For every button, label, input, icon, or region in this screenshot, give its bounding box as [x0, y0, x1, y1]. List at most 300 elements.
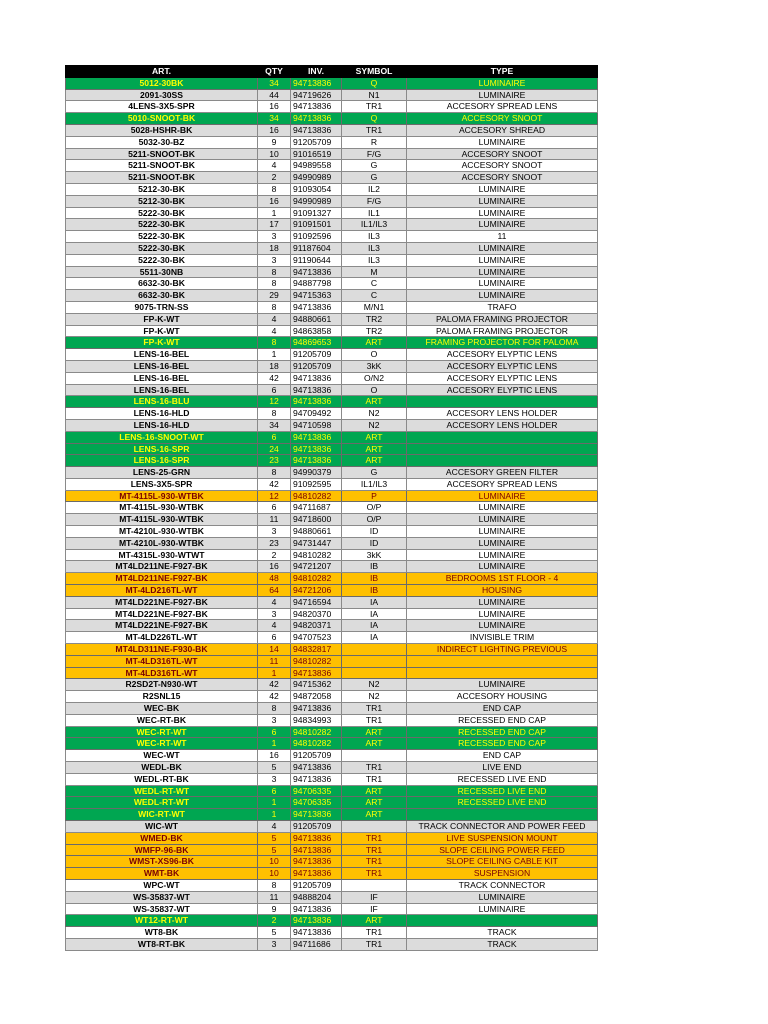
cell-type[interactable]: ACCESORY LENS HOLDER: [407, 408, 598, 420]
cell-inv[interactable]: 94713836: [291, 773, 342, 785]
cell-art[interactable]: MT-4LD226TL-WT: [66, 632, 258, 644]
table-row[interactable]: [66, 785, 598, 797]
cell-art[interactable]: WIC-WT: [66, 821, 258, 833]
cell-inv[interactable]: 94713836: [291, 384, 342, 396]
table-row[interactable]: [66, 844, 598, 856]
cell-art[interactable]: LENS-16-BEL: [66, 360, 258, 372]
cell-symbol[interactable]: O: [342, 349, 407, 361]
cell-type[interactable]: ACCESORY ELYPTIC LENS: [407, 360, 598, 372]
cell-art[interactable]: WEDL-BK: [66, 762, 258, 774]
table-row[interactable]: [66, 703, 598, 715]
header-art[interactable]: ART.: [66, 66, 258, 78]
cell-inv[interactable]: 94810282: [291, 726, 342, 738]
cell-qty[interactable]: 3: [258, 231, 291, 243]
cell-qty[interactable]: 11: [258, 891, 291, 903]
cell-inv[interactable]: 91205709: [291, 821, 342, 833]
cell-art[interactable]: LENS-16-BEL: [66, 372, 258, 384]
cell-art[interactable]: 5511-30NB: [66, 266, 258, 278]
cell-art[interactable]: WEC-RT-BK: [66, 714, 258, 726]
table-row[interactable]: [66, 915, 598, 927]
cell-type[interactable]: ACCESORY HOUSING: [407, 691, 598, 703]
cell-art[interactable]: MT-4115L-930-WTBK: [66, 514, 258, 526]
cell-inv[interactable]: 94719626: [291, 89, 342, 101]
cell-symbol[interactable]: F/G: [342, 195, 407, 207]
cell-symbol[interactable]: Q: [342, 113, 407, 125]
cell-symbol[interactable]: 3kK: [342, 360, 407, 372]
cell-art[interactable]: 5010-SNOOT-BK: [66, 113, 258, 125]
cell-inv[interactable]: 94718600: [291, 514, 342, 526]
cell-qty[interactable]: 4: [258, 821, 291, 833]
cell-inv[interactable]: 94713836: [291, 856, 342, 868]
cell-art[interactable]: 5028-HSHR-BK: [66, 124, 258, 136]
cell-inv[interactable]: 94721206: [291, 585, 342, 597]
cell-type[interactable]: TRAFO: [407, 301, 598, 313]
cell-symbol[interactable]: TR1: [342, 773, 407, 785]
cell-type[interactable]: END CAP: [407, 703, 598, 715]
cell-type[interactable]: LUMINAIRE: [407, 195, 598, 207]
cell-type[interactable]: [407, 431, 598, 443]
cell-qty[interactable]: 17: [258, 219, 291, 231]
cell-symbol[interactable]: TR1: [342, 101, 407, 113]
cell-qty[interactable]: 42: [258, 478, 291, 490]
cell-art[interactable]: 5211-SNOOT-BK: [66, 160, 258, 172]
cell-symbol[interactable]: N2: [342, 691, 407, 703]
cell-art[interactable]: WEC-WT: [66, 750, 258, 762]
table-row[interactable]: [66, 349, 598, 361]
cell-symbol[interactable]: TR1: [342, 762, 407, 774]
cell-symbol[interactable]: Q: [342, 77, 407, 89]
cell-qty[interactable]: 42: [258, 679, 291, 691]
cell-type[interactable]: PALOMA FRAMING PROJECTOR: [407, 313, 598, 325]
cell-inv[interactable]: 94820371: [291, 620, 342, 632]
table-row[interactable]: [66, 290, 598, 302]
table-row[interactable]: [66, 549, 598, 561]
cell-type[interactable]: TRACK CONNECTOR AND POWER FEED: [407, 821, 598, 833]
cell-art[interactable]: WS-35837-WT: [66, 891, 258, 903]
cell-art[interactable]: MT-4210L-930-WTBK: [66, 537, 258, 549]
cell-inv[interactable]: 94713836: [291, 443, 342, 455]
table-row[interactable]: [66, 526, 598, 538]
cell-symbol[interactable]: TR1: [342, 832, 407, 844]
cell-type[interactable]: PALOMA FRAMING PROJECTOR: [407, 325, 598, 337]
cell-symbol[interactable]: C: [342, 278, 407, 290]
cell-art[interactable]: 5222-30-BK: [66, 242, 258, 254]
cell-type[interactable]: ACCESORY SNOOT: [407, 148, 598, 160]
cell-type[interactable]: [407, 455, 598, 467]
cell-symbol[interactable]: G: [342, 172, 407, 184]
cell-inv[interactable]: 91091501: [291, 219, 342, 231]
cell-inv[interactable]: 94713836: [291, 77, 342, 89]
cell-qty[interactable]: 5: [258, 927, 291, 939]
cell-symbol[interactable]: N1: [342, 89, 407, 101]
cell-inv[interactable]: 94713836: [291, 844, 342, 856]
cell-inv[interactable]: 94810282: [291, 738, 342, 750]
cell-qty[interactable]: 5: [258, 844, 291, 856]
table-row[interactable]: [66, 113, 598, 125]
cell-qty[interactable]: 23: [258, 537, 291, 549]
cell-qty[interactable]: 2: [258, 915, 291, 927]
cell-qty[interactable]: 16: [258, 195, 291, 207]
cell-qty[interactable]: 3: [258, 714, 291, 726]
cell-symbol[interactable]: IB: [342, 573, 407, 585]
cell-type[interactable]: TRACK CONNECTOR: [407, 879, 598, 891]
cell-art[interactable]: MT-4LD316TL-WT: [66, 655, 258, 667]
table-row[interactable]: [66, 903, 598, 915]
cell-art[interactable]: MT-4315L-930-WTWT: [66, 549, 258, 561]
cell-symbol[interactable]: TR1: [342, 714, 407, 726]
cell-inv[interactable]: 94863858: [291, 325, 342, 337]
cell-art[interactable]: WMT-BK: [66, 868, 258, 880]
cell-type[interactable]: ACCESORY SNOOT: [407, 113, 598, 125]
table-row[interactable]: [66, 337, 598, 349]
cell-inv[interactable]: 94715362: [291, 679, 342, 691]
cell-symbol[interactable]: TR2: [342, 313, 407, 325]
cell-inv[interactable]: 94810282: [291, 655, 342, 667]
cell-inv[interactable]: 94713836: [291, 832, 342, 844]
header-symbol[interactable]: SYMBOL: [342, 66, 407, 78]
cell-qty[interactable]: 4: [258, 160, 291, 172]
table-row[interactable]: [66, 573, 598, 585]
cell-inv[interactable]: 94834993: [291, 714, 342, 726]
cell-art[interactable]: WEC-RT-WT: [66, 726, 258, 738]
cell-qty[interactable]: 8: [258, 301, 291, 313]
cell-symbol[interactable]: ART: [342, 726, 407, 738]
cell-art[interactable]: WEDL-RT-BK: [66, 773, 258, 785]
cell-type[interactable]: LUMINAIRE: [407, 514, 598, 526]
cell-inv[interactable]: 94880661: [291, 313, 342, 325]
cell-type[interactable]: INDIRECT LIGHTING PREVIOUS: [407, 644, 598, 656]
cell-symbol[interactable]: TR1: [342, 927, 407, 939]
cell-type[interactable]: RECESSED END CAP: [407, 726, 598, 738]
cell-inv[interactable]: 91091327: [291, 207, 342, 219]
table-row[interactable]: [66, 667, 598, 679]
cell-type[interactable]: TRACK: [407, 927, 598, 939]
table-row[interactable]: [66, 467, 598, 479]
cell-qty[interactable]: 14: [258, 644, 291, 656]
table-row[interactable]: [66, 927, 598, 939]
table-row[interactable]: [66, 325, 598, 337]
table-row[interactable]: [66, 478, 598, 490]
cell-qty[interactable]: 23: [258, 455, 291, 467]
cell-qty[interactable]: 24: [258, 443, 291, 455]
cell-qty[interactable]: 1: [258, 667, 291, 679]
cell-type[interactable]: TRACK: [407, 938, 598, 950]
cell-inv[interactable]: 94713836: [291, 868, 342, 880]
cell-symbol[interactable]: ID: [342, 526, 407, 538]
table-row[interactable]: [66, 585, 598, 597]
table-row[interactable]: [66, 219, 598, 231]
cell-type[interactable]: LUMINAIRE: [407, 502, 598, 514]
cell-type[interactable]: RECESSED LIVE END: [407, 797, 598, 809]
cell-type[interactable]: ACCESORY ELYPTIC LENS: [407, 349, 598, 361]
cell-art[interactable]: WPC-WT: [66, 879, 258, 891]
cell-qty[interactable]: 1: [258, 207, 291, 219]
cell-symbol[interactable]: ART: [342, 797, 407, 809]
cell-inv[interactable]: 94713836: [291, 927, 342, 939]
cell-type[interactable]: [407, 443, 598, 455]
cell-symbol[interactable]: N2: [342, 419, 407, 431]
cell-art[interactable]: MT-4115L-930-WTBK: [66, 502, 258, 514]
cell-type[interactable]: LUMINAIRE: [407, 89, 598, 101]
cell-type[interactable]: LUMINAIRE: [407, 903, 598, 915]
table-row[interactable]: [66, 608, 598, 620]
cell-art[interactable]: MT4LD211NE-F927-BK: [66, 573, 258, 585]
table-row[interactable]: [66, 207, 598, 219]
cell-inv[interactable]: 94731447: [291, 537, 342, 549]
cell-symbol[interactable]: O: [342, 384, 407, 396]
cell-symbol[interactable]: M: [342, 266, 407, 278]
table-row[interactable]: [66, 183, 598, 195]
cell-art[interactable]: MT4LD211NE-F927-BK: [66, 561, 258, 573]
cell-qty[interactable]: 8: [258, 337, 291, 349]
cell-symbol[interactable]: IL1: [342, 207, 407, 219]
table-row[interactable]: [66, 726, 598, 738]
cell-type[interactable]: SLOPE CEILING CABLE KIT: [407, 856, 598, 868]
cell-type[interactable]: ACCESORY SPREAD LENS: [407, 478, 598, 490]
cell-art[interactable]: R2SNL15: [66, 691, 258, 703]
table-row[interactable]: [66, 750, 598, 762]
cell-art[interactable]: MT-4LD216TL-WT: [66, 585, 258, 597]
cell-inv[interactable]: 94710598: [291, 419, 342, 431]
header-qty[interactable]: QTY: [258, 66, 291, 78]
cell-symbol[interactable]: [342, 655, 407, 667]
cell-qty[interactable]: 18: [258, 242, 291, 254]
cell-qty[interactable]: 16: [258, 750, 291, 762]
cell-inv[interactable]: 91187604: [291, 242, 342, 254]
cell-symbol[interactable]: IA: [342, 596, 407, 608]
table-row[interactable]: [66, 77, 598, 89]
table-row[interactable]: [66, 561, 598, 573]
cell-inv[interactable]: 94706335: [291, 797, 342, 809]
cell-qty[interactable]: 6: [258, 632, 291, 644]
cell-symbol[interactable]: [342, 750, 407, 762]
cell-symbol[interactable]: 3kK: [342, 549, 407, 561]
table-row[interactable]: [66, 644, 598, 656]
cell-inv[interactable]: 94869653: [291, 337, 342, 349]
cell-type[interactable]: ACCESORY ELYPTIC LENS: [407, 372, 598, 384]
table-row[interactable]: [66, 160, 598, 172]
cell-inv[interactable]: 94810282: [291, 573, 342, 585]
cell-art[interactable]: MT4LD221NE-F927-BK: [66, 620, 258, 632]
cell-inv[interactable]: 94713836: [291, 101, 342, 113]
cell-art[interactable]: 5211-SNOOT-BK: [66, 172, 258, 184]
cell-art[interactable]: LENS-16-BEL: [66, 349, 258, 361]
cell-symbol[interactable]: C: [342, 290, 407, 302]
cell-symbol[interactable]: ID: [342, 537, 407, 549]
cell-inv[interactable]: 94887798: [291, 278, 342, 290]
cell-inv[interactable]: 94713836: [291, 372, 342, 384]
cell-symbol[interactable]: IF: [342, 891, 407, 903]
table-row[interactable]: [66, 691, 598, 703]
cell-symbol[interactable]: ART: [342, 738, 407, 750]
cell-type[interactable]: 11: [407, 231, 598, 243]
cell-qty[interactable]: 3: [258, 254, 291, 266]
cell-type[interactable]: LUMINAIRE: [407, 136, 598, 148]
cell-qty[interactable]: 8: [258, 183, 291, 195]
cell-qty[interactable]: 4: [258, 313, 291, 325]
cell-qty[interactable]: 34: [258, 113, 291, 125]
cell-type[interactable]: RECESSED LIVE END: [407, 773, 598, 785]
table-row[interactable]: [66, 231, 598, 243]
cell-art[interactable]: 5222-30-BK: [66, 254, 258, 266]
cell-qty[interactable]: 8: [258, 278, 291, 290]
table-row[interactable]: [66, 89, 598, 101]
cell-symbol[interactable]: TR1: [342, 868, 407, 880]
cell-symbol[interactable]: [342, 821, 407, 833]
cell-inv[interactable]: 94888204: [291, 891, 342, 903]
cell-symbol[interactable]: ART: [342, 785, 407, 797]
cell-art[interactable]: LENS-16-BEL: [66, 384, 258, 396]
cell-inv[interactable]: 94832817: [291, 644, 342, 656]
table-row[interactable]: [66, 879, 598, 891]
table-row[interactable]: [66, 832, 598, 844]
cell-art[interactable]: 5012-30BK: [66, 77, 258, 89]
cell-type[interactable]: [407, 667, 598, 679]
cell-type[interactable]: LIVE SUSPENSION MOUNT: [407, 832, 598, 844]
cell-qty[interactable]: 12: [258, 396, 291, 408]
cell-type[interactable]: ACCESORY LENS HOLDER: [407, 419, 598, 431]
cell-symbol[interactable]: IA: [342, 632, 407, 644]
cell-art[interactable]: LENS-16-SPR: [66, 455, 258, 467]
cell-inv[interactable]: 91092596: [291, 231, 342, 243]
cell-art[interactable]: 5211-SNOOT-BK: [66, 148, 258, 160]
cell-inv[interactable]: 91093054: [291, 183, 342, 195]
cell-inv[interactable]: 94711687: [291, 502, 342, 514]
cell-inv[interactable]: 94880661: [291, 526, 342, 538]
cell-symbol[interactable]: TR1: [342, 703, 407, 715]
cell-qty[interactable]: 29: [258, 290, 291, 302]
cell-type[interactable]: RECESSED END CAP: [407, 738, 598, 750]
cell-art[interactable]: MT4LD221NE-F927-BK: [66, 596, 258, 608]
cell-inv[interactable]: 94713836: [291, 431, 342, 443]
cell-qty[interactable]: 8: [258, 266, 291, 278]
cell-inv[interactable]: 94713836: [291, 124, 342, 136]
cell-qty[interactable]: 42: [258, 372, 291, 384]
table-row[interactable]: [66, 490, 598, 502]
cell-qty[interactable]: 42: [258, 691, 291, 703]
cell-art[interactable]: MT4LD221NE-F927-BK: [66, 608, 258, 620]
table-row[interactable]: [66, 537, 598, 549]
cell-art[interactable]: 5212-30-BK: [66, 183, 258, 195]
table-row[interactable]: [66, 773, 598, 785]
cell-qty[interactable]: 5: [258, 762, 291, 774]
cell-qty[interactable]: 8: [258, 703, 291, 715]
cell-art[interactable]: LENS-16-SPR: [66, 443, 258, 455]
cell-inv[interactable]: 91205709: [291, 136, 342, 148]
table-row[interactable]: [66, 396, 598, 408]
cell-type[interactable]: [407, 396, 598, 408]
cell-type[interactable]: LUMINAIRE: [407, 679, 598, 691]
cell-qty[interactable]: 4: [258, 325, 291, 337]
cell-inv[interactable]: 94709492: [291, 408, 342, 420]
cell-type[interactable]: LUMINAIRE: [407, 77, 598, 89]
table-row[interactable]: [66, 821, 598, 833]
cell-type[interactable]: LUMINAIRE: [407, 254, 598, 266]
cell-inv[interactable]: 94713836: [291, 396, 342, 408]
cell-inv[interactable]: 94990989: [291, 195, 342, 207]
cell-qty[interactable]: 6: [258, 431, 291, 443]
cell-symbol[interactable]: ART: [342, 337, 407, 349]
table-row[interactable]: [66, 868, 598, 880]
cell-type[interactable]: ACCESORY SNOOT: [407, 160, 598, 172]
cell-art[interactable]: LENS-16-HLD: [66, 419, 258, 431]
cell-qty[interactable]: 1: [258, 349, 291, 361]
cell-type[interactable]: ACCESORY SPREAD LENS: [407, 101, 598, 113]
table-row[interactable]: [66, 195, 598, 207]
cell-art[interactable]: 5032-30-BZ: [66, 136, 258, 148]
table-row[interactable]: [66, 384, 598, 396]
cell-symbol[interactable]: TR1: [342, 844, 407, 856]
table-row[interactable]: [66, 266, 598, 278]
cell-type[interactable]: END CAP: [407, 750, 598, 762]
cell-symbol[interactable]: IA: [342, 608, 407, 620]
cell-type[interactable]: SUSPENSION: [407, 868, 598, 880]
table-row[interactable]: [66, 254, 598, 266]
cell-type[interactable]: HOUSING: [407, 585, 598, 597]
cell-inv[interactable]: 94707523: [291, 632, 342, 644]
cell-type[interactable]: INVISIBLE TRIM: [407, 632, 598, 644]
cell-qty[interactable]: 9: [258, 903, 291, 915]
cell-type[interactable]: LUMINAIRE: [407, 620, 598, 632]
cell-qty[interactable]: 10: [258, 868, 291, 880]
cell-qty[interactable]: 3: [258, 526, 291, 538]
cell-type[interactable]: RECESSED END CAP: [407, 714, 598, 726]
cell-symbol[interactable]: O/N2: [342, 372, 407, 384]
cell-type[interactable]: LUMINAIRE: [407, 526, 598, 538]
cell-symbol[interactable]: N2: [342, 679, 407, 691]
table-row[interactable]: [66, 455, 598, 467]
cell-symbol[interactable]: ART: [342, 396, 407, 408]
cell-inv[interactable]: 94713836: [291, 266, 342, 278]
cell-symbol[interactable]: IL3: [342, 231, 407, 243]
cell-inv[interactable]: 94713836: [291, 809, 342, 821]
cell-symbol[interactable]: IL3: [342, 254, 407, 266]
cell-art[interactable]: LENS-25-GRN: [66, 467, 258, 479]
cell-symbol[interactable]: IL1/IL3: [342, 219, 407, 231]
cell-art[interactable]: WEC-RT-WT: [66, 738, 258, 750]
cell-art[interactable]: 5222-30-BK: [66, 219, 258, 231]
cell-symbol[interactable]: G: [342, 160, 407, 172]
cell-type[interactable]: ACCESORY GREEN FILTER: [407, 467, 598, 479]
cell-qty[interactable]: 2: [258, 549, 291, 561]
cell-qty[interactable]: 1: [258, 738, 291, 750]
cell-type[interactable]: FRAMING PROJECTOR FOR PALOMA: [407, 337, 598, 349]
cell-type[interactable]: LUMINAIRE: [407, 219, 598, 231]
cell-qty[interactable]: 64: [258, 585, 291, 597]
cell-symbol[interactable]: M/N1: [342, 301, 407, 313]
table-row[interactable]: [66, 679, 598, 691]
cell-symbol[interactable]: TR1: [342, 124, 407, 136]
table-row[interactable]: [66, 172, 598, 184]
cell-type[interactable]: LUMINAIRE: [407, 207, 598, 219]
cell-type[interactable]: LUMINAIRE: [407, 183, 598, 195]
cell-inv[interactable]: 94810282: [291, 549, 342, 561]
cell-art[interactable]: FP-K-WT: [66, 313, 258, 325]
cell-type[interactable]: [407, 915, 598, 927]
cell-qty[interactable]: 2: [258, 172, 291, 184]
cell-inv[interactable]: 94713836: [291, 667, 342, 679]
cell-qty[interactable]: 3: [258, 773, 291, 785]
cell-qty[interactable]: 3: [258, 938, 291, 950]
cell-type[interactable]: LUMINAIRE: [407, 561, 598, 573]
table-row[interactable]: [66, 714, 598, 726]
cell-symbol[interactable]: [342, 879, 407, 891]
cell-qty[interactable]: 6: [258, 502, 291, 514]
cell-qty[interactable]: 8: [258, 408, 291, 420]
cell-type[interactable]: LUMINAIRE: [407, 537, 598, 549]
cell-art[interactable]: MT-4LD316TL-WT: [66, 667, 258, 679]
cell-type[interactable]: LIVE END: [407, 762, 598, 774]
